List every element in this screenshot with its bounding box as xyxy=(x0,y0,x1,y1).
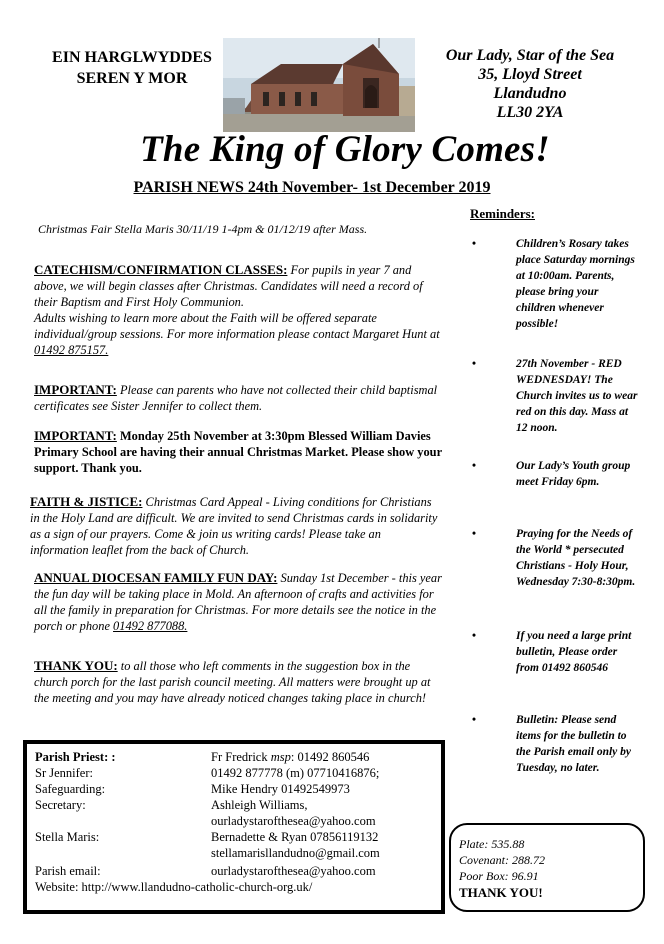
reminder-item xyxy=(472,712,642,802)
catechism-text1: For pupils in year 7 and above, we will begin classes after Christmas. Candidates will need a record of their Baptism and First Holy Communion. xyxy=(34,263,423,309)
reminders-title: Reminders: xyxy=(470,206,535,221)
safeguarding-label: Safeguarding: xyxy=(35,782,106,796)
faith-label: FAITH & JISTICE: xyxy=(30,494,143,509)
parish-news-subtitle: PARISH NEWS 24th November- 1st December 2019 xyxy=(133,179,491,196)
catechism-label: CATECHISM/CONFIRMATION CLASSES: xyxy=(34,262,288,277)
reminder-text: If you need a large print bulletin, Please order from 01492 860546 xyxy=(516,630,632,674)
address-line2: 35, Lloyd Street xyxy=(478,66,582,83)
important-certificates-notice xyxy=(34,382,446,414)
priest-value: Fr Fredrick msp: 01492 860546 xyxy=(211,750,370,764)
reminder-item xyxy=(472,628,642,698)
thankyou-label: THANK YOU: xyxy=(34,658,118,673)
secretary-email[interactable]: ourladystarofthesea@yahoo.com xyxy=(211,814,376,828)
priest-label: Parish Priest: : xyxy=(35,750,116,764)
plate-total: Plate: 535.88 xyxy=(459,837,525,851)
address-line4: LL30 2YA xyxy=(496,104,564,121)
bullet-icon: • xyxy=(472,358,477,370)
bullet-icon: • xyxy=(472,630,477,642)
parish-contacts-box xyxy=(23,740,445,914)
funday-text: Sunday 1st December - this year the fun day will be taking place in Mold. An afternoon of crafts and activities for all the family in preparation for Christmas. For more details see the notice in the porch or phone xyxy=(34,571,442,633)
bullet-icon: • xyxy=(472,528,477,540)
faith-justice-notice xyxy=(30,494,438,558)
thank-you-notice xyxy=(34,658,446,706)
reminder-item xyxy=(472,458,642,512)
important1-text: Please can parents who have not collected their child baptismal certificates see Sister Jennifer to collect them. xyxy=(34,383,438,413)
funday-label: ANNUAL DIOCESAN FAMILY FUN DAY: xyxy=(34,570,278,585)
parish-email-label: Parish email: xyxy=(35,864,101,878)
catechism-phone: 01492 875157. xyxy=(34,343,109,357)
page-title: The King of Glory Comes! xyxy=(140,129,550,170)
church-photo xyxy=(223,38,415,132)
collection-thanks: THANK YOU! xyxy=(459,885,543,900)
reminder-item xyxy=(472,236,642,336)
parish-email-value[interactable]: ourladystarofthesea@yahoo.com xyxy=(211,864,376,878)
christmas-fair-notice: Christmas Fair Stella Maris 30/11/19 1-4pm & 01/12/19 after Mass. xyxy=(38,222,368,236)
stella-maris-label: Stella Maris: xyxy=(35,830,100,844)
reminder-text: 27th November - RED WEDNESDAY! The Church invites us to wear red on this day. Mass at 12 noon. xyxy=(516,358,638,434)
address-line1: Our Lady, Star of the Sea xyxy=(445,47,615,64)
stella-maris-email[interactable]: stellamarisllandudno@gmail.com xyxy=(211,846,380,860)
jennifer-label: Sr Jennifer: xyxy=(35,766,93,780)
bullet-icon: • xyxy=(472,460,477,472)
poor-box-total: Poor Box: 96.91 xyxy=(459,869,539,883)
stella-maris-contact: Bernadette & Ryan 07856119132 xyxy=(211,830,379,844)
reminder-text: Bulletin: Please send items for the bulletin to the Parish email only by Tuesday, no later. xyxy=(516,714,631,774)
collection-totals-box xyxy=(449,823,645,912)
catechism-text2: Adults wishing to learn more about the Faith will be offered separate individual/group sessions. For more information please contact Margaret Hunt at xyxy=(34,311,440,341)
important2-label: IMPORTANT: xyxy=(34,428,117,443)
important1-label: IMPORTANT: xyxy=(34,382,117,397)
secretary-label: Secretary: xyxy=(35,798,86,812)
thankyou-text: to all those who left comments in the suggestion box in the church porch for the last parish council meeting. All matters were brought up at the meeting and you may have already noticed changes taking place in church! xyxy=(34,659,431,705)
address-line3: Llandudno xyxy=(493,85,567,102)
welsh-name-line2: SEREN Y MOR xyxy=(76,70,188,87)
reminder-item xyxy=(472,526,642,612)
important-market-notice xyxy=(34,428,446,476)
jennifer-value: 01492 877778 (m) 07710416876; xyxy=(211,766,380,780)
reminder-item xyxy=(472,356,642,446)
reminder-text: Praying for the Needs of the World * persecuted Christians - Holy Hour, Wednesday 7:30-8:30pm. xyxy=(516,528,636,588)
header-address xyxy=(418,46,642,122)
welsh-name-line1: EIN HARGLWYDDES xyxy=(52,49,212,66)
safeguarding-value: Mike Hendry 01492549973 xyxy=(211,782,350,796)
website-link[interactable]: Website: http://www.llandudno-catholic-church-org.uk/ xyxy=(35,880,313,894)
catechism-notice xyxy=(34,262,446,358)
covenant-total: Covenant: 288.72 xyxy=(459,853,545,867)
reminder-text: Children’s Rosary takes place Saturday mornings at 10:00am. Parents, please bring your children whenever possible! xyxy=(516,238,635,330)
important2-text: Monday 25th November at 3:30pm Blessed William Davies Primary School are having their annual Christmas Market. Please show your support. Thank you. xyxy=(34,429,442,475)
secretary-name: Ashleigh Williams, xyxy=(211,798,308,812)
header-welsh-name xyxy=(22,47,242,89)
bullet-icon: • xyxy=(472,714,477,726)
funday-phone: 01492 877088. xyxy=(113,619,188,633)
reminder-text: Our Lady’s Youth group meet Friday 6pm. xyxy=(516,460,631,488)
faith-text: Christmas Card Appeal - Living conditions for Christians in the Holy Land are difficult. We are invited to send Christmas cards in solidarity as a sign of our prayers. Come & join us writing cards! Please take an information leaflet from the back of Church. xyxy=(30,495,438,557)
bullet-icon: • xyxy=(472,238,477,250)
fun-day-notice xyxy=(34,570,446,634)
